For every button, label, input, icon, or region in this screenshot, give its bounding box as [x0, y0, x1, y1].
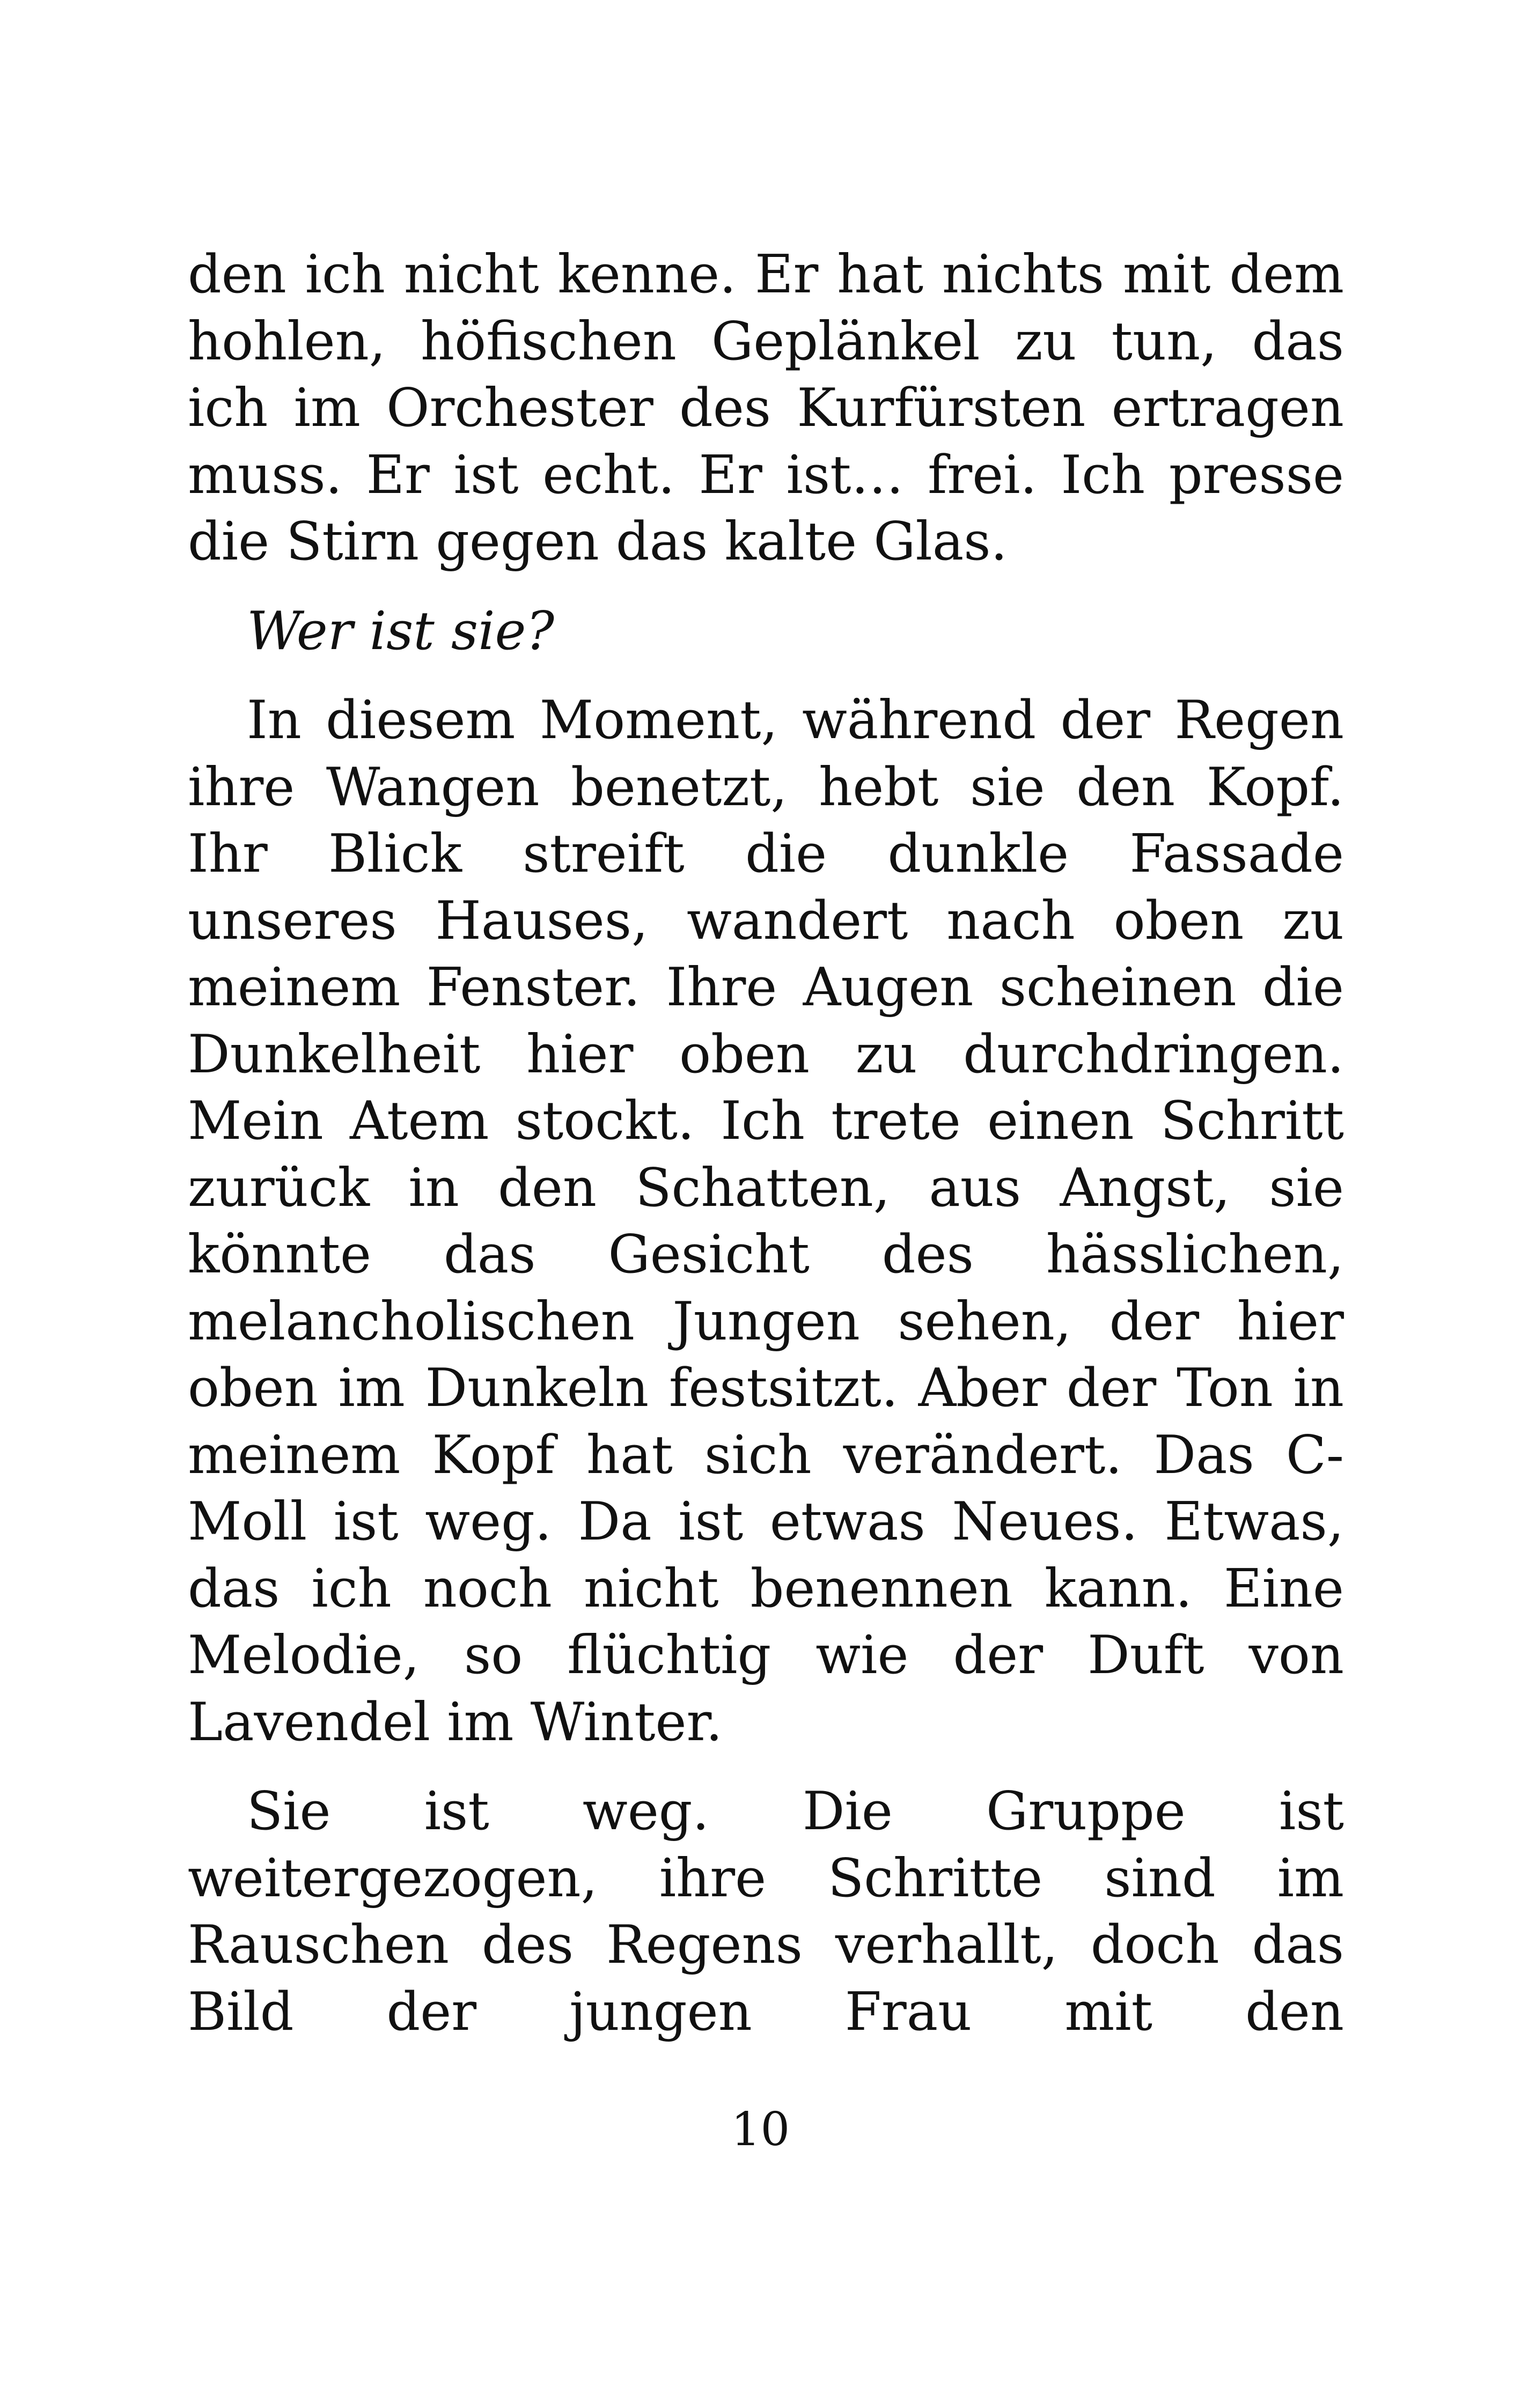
paragraph-italic-thought: Wer ist sie? — [247, 600, 555, 662]
paragraph-ending: Sie ist weg. Die Gruppe ist weitergezogen, ihre Schritte sind im Rauschen des Regens verhallt, doch das Bild der jungen Frau mit den — [188, 1781, 1344, 2043]
book-page-text — [188, 241, 1344, 2045]
paragraph-body: In diesem Moment, während der Regen ihre Wangen benetzt, hebt sie den Kopf. Ihr Blick streift die dunkle Fassade unseres Hauses, wandert nach oben zu meinem Fenster. Ihre Augen scheinen die Dunkelheit hier oben zu durchdringen. Mein Atem stockt. Ich trete einen Schritt zurück in den Schatten, aus Angst, sie könnte das Gesicht des hässlichen, melancholischen Jungen sehen, der hier oben im Dunkeln festsitzt. Aber der Ton in meinem Kopf hat sich verändert. Das C-Moll ist weg. Da ist etwas Neues. Etwas, das ich noch nicht benennen kann. Eine Melodie, so flüchtig wie der Duft von Lavendel im Winter. — [188, 690, 1344, 1753]
paragraph-continuation: den ich nicht kenne. Er hat nichts mit dem hohlen, höfischen Geplänkel zu tun, das ich im Orchester des Kurfürsten ertragen muss. Er ist echt. Er ist… frei. Ich presse die Stirn gegen das kalte Glas. — [188, 244, 1344, 572]
page-number: 10 — [731, 2103, 790, 2156]
